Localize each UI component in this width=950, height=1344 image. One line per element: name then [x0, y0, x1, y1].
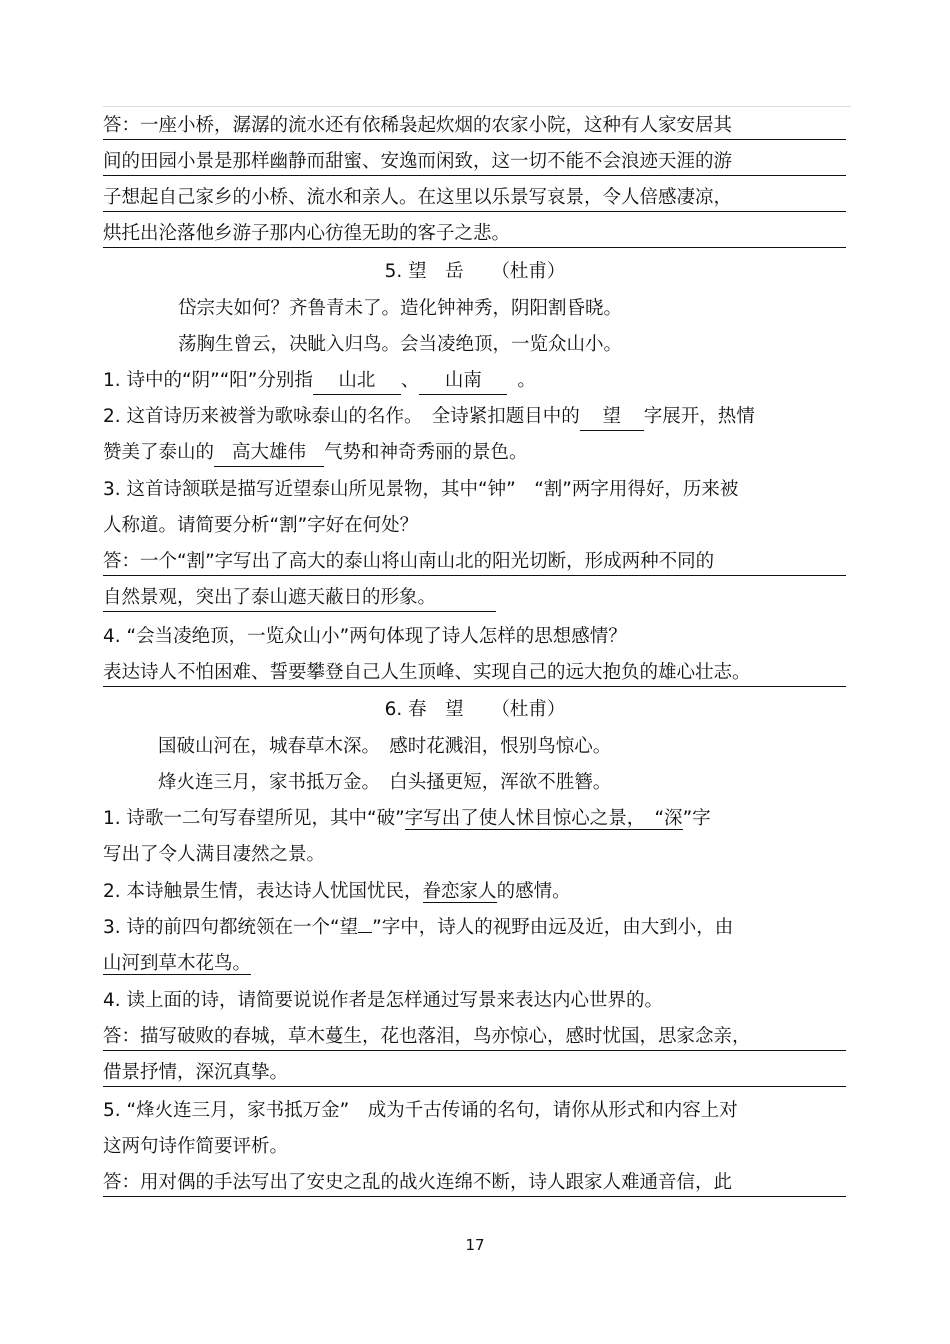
- answer-text: 用对偶的手法写出了安史之乱的战火连绵不断，诗人跟家人难通音信，此: [140, 1172, 733, 1193]
- answer-blank: 望: [580, 404, 644, 431]
- answer-rule: [103, 139, 846, 140]
- answer-prefix: 答：: [103, 1026, 141, 1047]
- answer-line: 子想起自己家乡的小桥、流水和亲人。在这里以乐景写哀景，令人倍感凄凉，: [103, 187, 733, 208]
- answer-rule: [103, 247, 846, 248]
- answer-line: 表达诗人不怕困难、誓要攀登自己人生顶峰、实现自己的远大抱负的雄心壮志。: [103, 662, 751, 683]
- question-text: ”字中，诗人的视野由远及近，由大到小，由: [372, 917, 734, 938]
- poem-title: 5. 望 岳 （杜甫）: [384, 261, 566, 282]
- question-text: 1. 诗歌一二句写春望所见，其中“破”: [103, 808, 405, 829]
- question-text: 2. 这首诗历来被誉为歌咏泰山的名作。 全诗紧扣题目中的: [103, 406, 580, 427]
- answer-blank: [358, 932, 372, 933]
- question-4: 4. 读上面的诗，请简要说说作者是怎样通过写景来表达内心世界的。: [103, 990, 664, 1011]
- question-3: [103, 915, 733, 941]
- answer-rule: [103, 1086, 846, 1087]
- answer-rule: [103, 611, 496, 612]
- question-text: 的感情。: [496, 881, 571, 902]
- answer-blank: 眷恋家人: [422, 881, 497, 902]
- answer-line: [103, 1170, 732, 1196]
- answer-text: 一个“割”字写出了高大的泰山将山南山北的阳光切断，形成两种不同的: [140, 551, 715, 572]
- answer-prefix: 答：: [103, 1172, 141, 1193]
- answer-blank: 山南: [419, 368, 507, 395]
- poem-line: 烽火连三月，家书抵万金。 白头搔更短，浑欲不胜簪。: [158, 772, 612, 793]
- answer-line: 烘托出沦落他乡游子那内心彷徨无助的客子之悲。: [103, 223, 511, 244]
- answer-line: [103, 113, 732, 139]
- answer-line: [103, 951, 251, 977]
- answer-text: 一座小桥，潺潺的流水还有依稀袅起炊烟的农家小院，这种有人家安居其: [140, 115, 733, 136]
- answer-rule: [103, 1050, 846, 1051]
- question-text: 字写出了使人怵目惊心之景， “: [404, 808, 665, 829]
- question-text: 3. 诗的前四句都统领在一个“望: [103, 917, 359, 938]
- answer-rule: [103, 211, 846, 212]
- answer-text: 山河到草木花鸟。: [103, 953, 252, 974]
- poem-line: 岱宗夫如何？齐鲁青未了。造化钟神秀，阴阳割昏晓。: [178, 298, 623, 319]
- answer-blank: 山北: [313, 368, 401, 395]
- question-5: 5. “烽火连三月，家书抵万金” 成为千古传诵的名句，请你从形式和内容上对: [103, 1100, 738, 1121]
- page-number: 17: [465, 1236, 485, 1254]
- question-text: 气势和神奇秀丽的景色。: [324, 442, 528, 463]
- answer-blank: 高大雄伟: [214, 440, 324, 467]
- answer-line: [103, 549, 714, 575]
- answer-prefix: 答：: [103, 551, 141, 572]
- poem-title: 6. 春 望 （杜甫）: [384, 699, 566, 720]
- answer-line: 自然景观，突出了泰山遮天蔽日的形象。: [103, 587, 437, 608]
- question-text: 赞美了泰山的: [103, 442, 215, 463]
- question-text: 1. 诗中的“阴”“阳”分别指: [103, 370, 313, 391]
- answer-line: 间的田园小景是那样幽静而甜蜜、安逸而闲致，这一切不能不会浪迹天涯的游: [103, 151, 733, 172]
- question-2: [103, 404, 755, 431]
- answer-rule: [103, 1196, 846, 1197]
- question-4: 4. “会当凌绝顶，一览众山小”两句体现了诗人怎样的思想感情？: [103, 626, 627, 647]
- question-2-cont: [103, 440, 528, 467]
- question-text: 字展开，热情: [643, 406, 755, 427]
- period: 。: [517, 370, 536, 391]
- question-2: [103, 879, 571, 905]
- question-3: 3. 这首诗颔联是描写近望泰山所见景物，其中“钟” “割”两字用得好，历来被: [103, 479, 739, 500]
- answer-line: [103, 1024, 751, 1050]
- question-text: 2. 本诗触景生情，表达诗人忧国忧民，: [103, 881, 423, 902]
- question-1: [103, 806, 711, 832]
- answer-rule: [103, 575, 846, 576]
- answer-prefix: 答：: [103, 115, 141, 136]
- answer-text: 描写破败的春城，草木蔓生，花也落泪，鸟亦惊心，感时忧国，思家念亲，: [140, 1026, 751, 1047]
- answer-line: 借景抒情，深沉真挚。: [103, 1062, 289, 1083]
- question-1-cont: 写出了令人满目凄然之景。: [103, 844, 326, 865]
- poem-line: 荡胸生曾云，决眦入归鸟。会当凌绝顶，一览众山小。: [178, 334, 623, 355]
- answer-blank: 深: [664, 808, 683, 829]
- answer-rule: [103, 175, 846, 176]
- poem-line: 国破山河在，城春草木深。 感时花溅泪，恨别鸟惊心。: [158, 736, 612, 757]
- question-5-cont: 这两句诗作简要评析。: [103, 1136, 289, 1157]
- question-text: ”字: [682, 808, 711, 829]
- question-3-cont: 人称道。请简要分析“割”字好在何处？: [103, 515, 419, 536]
- separator: 、: [400, 370, 420, 391]
- question-1: [103, 368, 536, 395]
- top-border: [103, 106, 851, 107]
- answer-rule: [103, 686, 846, 687]
